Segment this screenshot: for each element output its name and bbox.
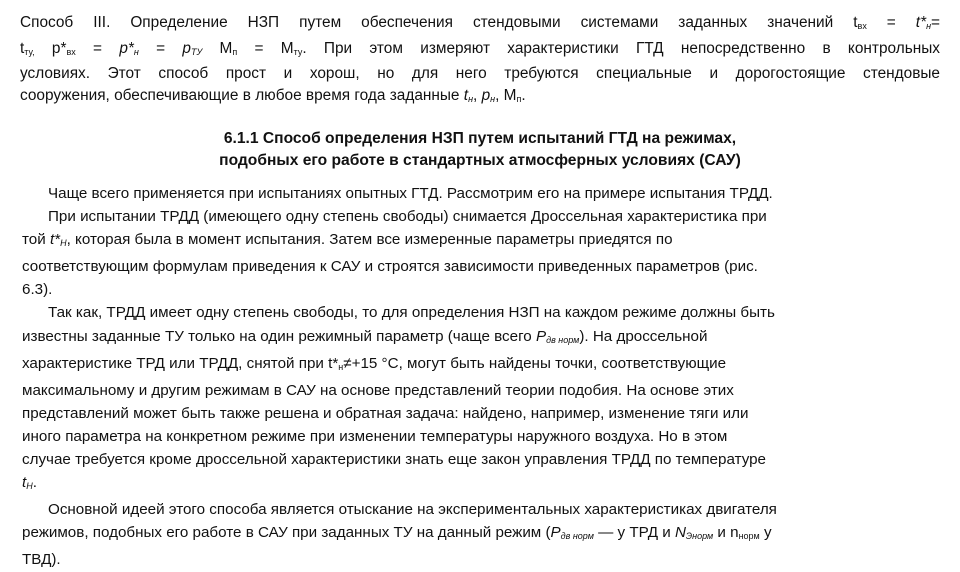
subscript: вх — [66, 46, 76, 57]
body-line: ТВД). — [22, 551, 61, 569]
body-line: режимов, подобных его работе в САУ при заданных ТУ на данный режим ($Р_{дв норм}$ — у ТРД и $N_{Энорм}$ и $n_{норм}$ у — [22, 524, 772, 542]
italic-symbol: t* — [49, 231, 61, 249]
subscript: п — [516, 93, 522, 104]
subscript: н — [468, 93, 474, 104]
subscript: Н — [60, 238, 67, 249]
italic-symbol: p — [481, 86, 491, 104]
italic-symbol: Р — [550, 524, 561, 542]
subscript: норм — [738, 531, 760, 542]
body-line: максимальному и другим режимам в САУ на основе представлений теории подобия. На основе этих — [22, 381, 734, 399]
subscript: н — [338, 361, 344, 372]
subscript: н — [490, 93, 496, 104]
body-line: случае требуется кроме дроссельной характеристики знать еще закон управления ТРДД по температуре — [22, 451, 767, 469]
body-line: характеристике ТРД или ТРДД, снятой при $t*_н\ne+15$ °С, могут быть найдены точки, соответствующие — [22, 354, 727, 372]
intro-line: сооружения, обеспечивающие в любое время года заданные $t_н$, $p_н$, $M_п$. — [20, 86, 526, 104]
intro-paragraph — [20, 12, 940, 110]
italic-symbol: t* — [915, 14, 927, 31]
subscript: ту, — [24, 46, 35, 57]
subscript: ту — [293, 46, 303, 57]
subscript: вх — [857, 21, 867, 31]
body-line: иного параметра на конкретном режиме при изменении температуры наружного воздуха. Но в этом — [22, 427, 728, 445]
subscript: дв норм — [546, 334, 580, 345]
italic-symbol: N — [674, 524, 686, 542]
subscript: Н — [26, 481, 33, 492]
body-line: Основной идеей этого способа является отыскание на экспериментальных характеристиках двигателя — [48, 501, 777, 519]
body-line: 6.3). — [22, 281, 53, 299]
intro-line: $t_{ту,}$ $p*_{вх} = p*_н = p_{ТУ}$ $M_п = M_{ту}$. При этом измеряют характеристики ГТД непосредственно в контрольных — [20, 39, 940, 57]
subscript: Энорм — [685, 531, 714, 542]
section-heading-line-2: подобных его работе в стандартных атмосферных условиях (САУ) — [219, 152, 741, 169]
body-text — [22, 182, 938, 572]
body-line: При испытании ТРДД (имеющего одну степень свободы) снимается Дроссельная характеристика при — [48, 208, 767, 226]
italic-symbol: t — [22, 474, 27, 492]
subscript: дв норм — [560, 531, 594, 542]
body-line: соответствующим формулам приведения к САУ и строятся зависимости приведенных параметров (рис. — [22, 258, 758, 276]
section-heading — [0, 128, 960, 172]
body-line: представлений может быть также решена и обратная задача: найдено, например, изменение тяги или — [22, 404, 749, 422]
body-line: Чаще всего применяется при испытаниях опытных ГТД. Рассмотрим его на примере испытания ТРДД. — [48, 185, 773, 202]
intro-line: Способ III. Определение НЗП путем обеспечения стендовыми системами заданных значений $t_{вх} = t*_н=$ — [20, 14, 941, 31]
italic-symbol: t — [463, 86, 469, 104]
subscript: ТУ — [190, 46, 203, 57]
intro-line: условиях. Этот способ прост и хорош, но для него требуются специальные и дорогостоящие стендовые — [20, 65, 940, 82]
body-line: $t_Н$. — [22, 474, 37, 492]
body-line: той $t*_Н$, которая была в момент испытания. Затем все измеренные параметры приедятся по — [22, 231, 673, 249]
subscript: п — [232, 46, 238, 57]
body-line: известны заданные ТУ только на один режимный параметр (чаще всего $Р_{дв норм}$). На дроссельной — [22, 327, 708, 345]
body-line: Так как, ТРДД имеет одну степень свободы, то для определения НЗП на каждом режиме должны быть — [48, 304, 775, 322]
subscript: н — [926, 21, 932, 31]
italic-symbol: p — [182, 39, 191, 57]
italic-symbol: p* — [119, 39, 134, 57]
section-heading-line-1: 6.1.1 Способ определения НЗП путем испытаний ГТД на режимах, — [223, 130, 737, 147]
italic-symbol: Р — [535, 327, 547, 345]
subscript: н — [133, 46, 139, 57]
